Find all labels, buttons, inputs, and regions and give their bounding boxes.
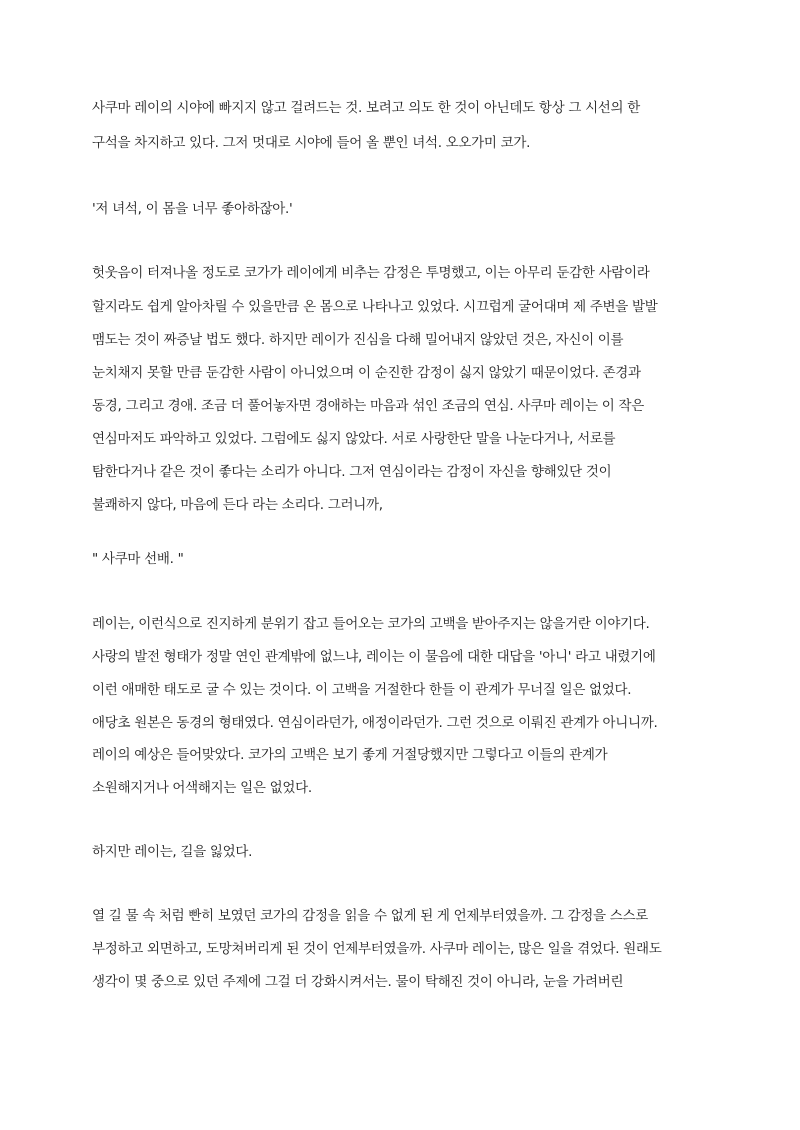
text-line: 생각이 몇 중으로 있던 주제에 그걸 더 강화시켜서는. 물이 탁해진 것이 아니라, 눈을 가려버린: [92, 974, 624, 990]
text-line: 소원해지거나 어색해지는 일은 없었다.: [92, 780, 312, 796]
text-line: 레이는, 이런식으로 진지하게 분위기 잡고 들어오는 코가의 고백을 받아주지는 않을거란 이야기다.: [92, 616, 650, 632]
text-line: 사랑의 발전 형태가 정말 연인 관계밖에 없느냐, 레이는 이 물음에 대한 대답을 '아니' 라고 내렸기에: [92, 649, 656, 665]
text-line: 할지라도 쉽게 알아차릴 수 있을만큼 온 몸으로 나타나고 있었다. 시끄럽게 굴어대며 제 주변을 발발: [92, 299, 658, 315]
text-line: 열 길 물 속 처럼 빤히 보였던 코가의 감정을 읽을 수 없게 된 게 언제부터였을까. 그 감정을 스스로: [92, 908, 649, 924]
text-line: 동경, 그리고 경애. 조금 더 풀어놓자면 경애하는 마음과 섞인 조금의 연심. 사쿠마 레이는 이 작은: [92, 398, 645, 414]
text-line: 불쾌하지 않다, 마음에 든다 라는 소리다. 그러니까,: [92, 497, 383, 513]
text-line: 이런 애매한 태도로 굴 수 있는 것이다. 이 고백을 거절한다 한들 이 관계가 무너질 일은 없었다.: [92, 682, 632, 698]
text-line: 레이의 예상은 들어맞았다. 코가의 고백은 보기 좋게 거절당했지만 그렇다고 이들의 관계가: [92, 747, 608, 763]
text-line: 연심마저도 파악하고 있었다. 그럼에도 싫지 않았다. 서로 사랑한단 말을 나눈다거나, 서로를: [92, 431, 616, 447]
text-line: 헛웃음이 터져나올 정도로 코가가 레이에게 비추는 감정은 투명했고, 이는 아무리 둔감한 사람이라: [92, 265, 650, 281]
text-line: 눈치채지 못할 만큼 둔감한 사람이 아니었으며 이 순진한 감정이 싫지 않았기 때문이었다. 존경과: [92, 365, 641, 381]
text-line: 하지만 레이는, 길을 잃었다.: [92, 844, 253, 860]
text-line: 사쿠마 레이의 시야에 빠지지 않고 걸려드는 것. 보려고 의도 한 것이 아닌데도 항상 그 시선의 한: [92, 100, 641, 116]
text-line: " 사쿠마 선배. ": [92, 551, 184, 567]
text-line: 탐한다거나 같은 것이 좋다는 소리가 아니다. 그저 연심이라는 감정이 자신을 향해있단 것이: [92, 464, 612, 480]
text-line: 맴도는 것이 짜증날 법도 했다. 하지만 레이가 진심을 다해 밀어내지 않았던 것은, 자신이 이를: [92, 332, 624, 348]
text-line: '저 녀석, 이 몸을 너무 좋아하잖아.': [92, 201, 293, 217]
text-line: 구석을 차지하고 있다. 그저 멋대로 시야에 들어 올 뿐인 녀석. 오오가미 코가.: [92, 135, 531, 151]
text-line: 애당초 원본은 동경의 형태였다. 연심이라던가, 애정이라던가. 그런 것으로 이뤄진 관계가 아니니까.: [92, 715, 658, 731]
text-line: 부정하고 외면하고, 도망쳐버리게 된 것이 언제부터였을까. 사쿠마 레이는, 많은 일을 겪었다. 원래도: [92, 941, 662, 957]
